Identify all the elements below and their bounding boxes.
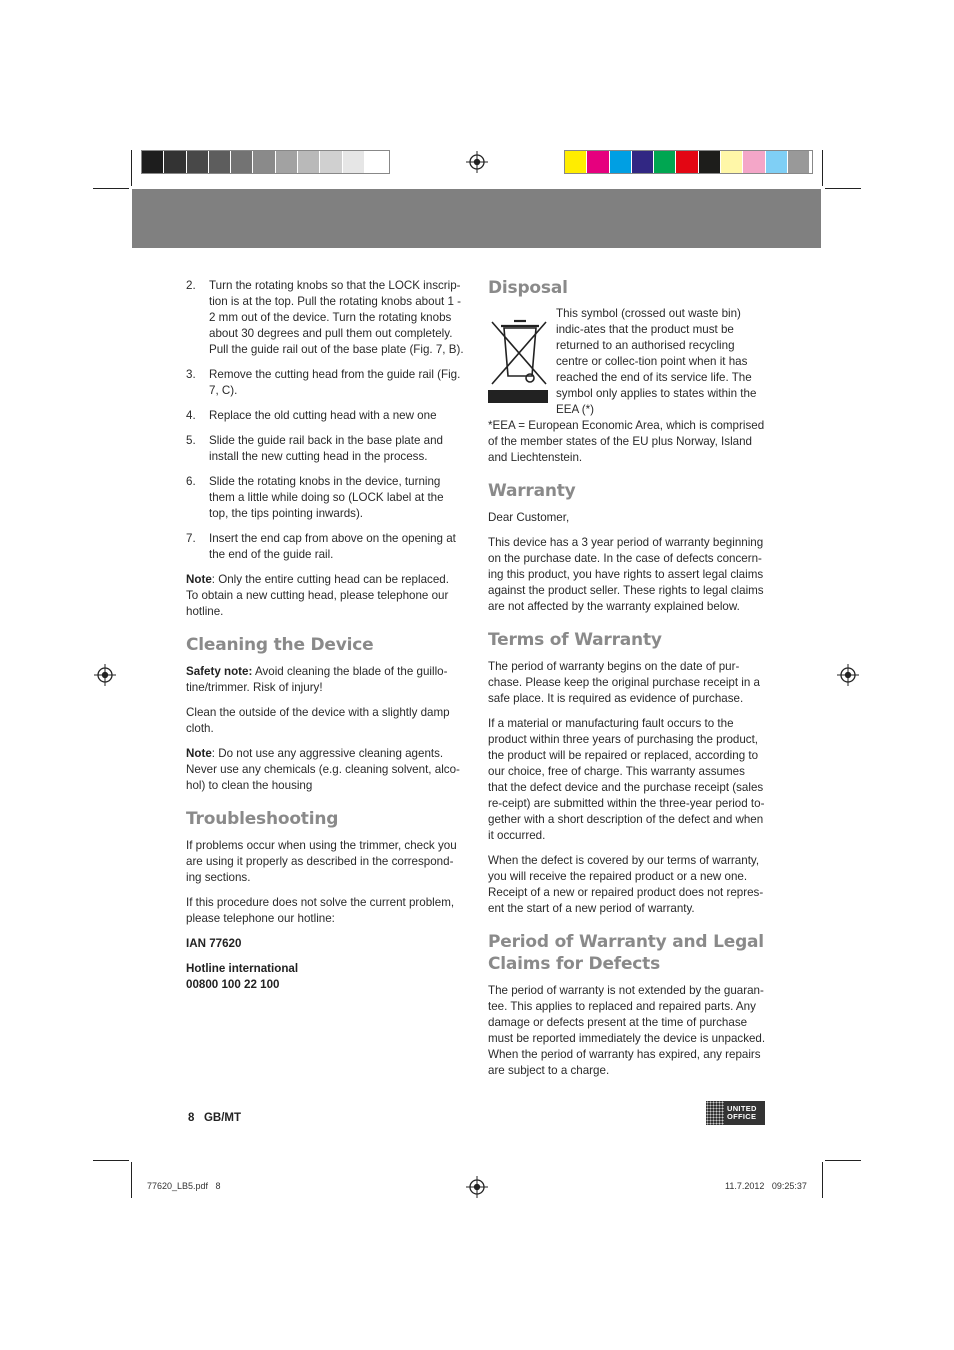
color-swatch <box>298 151 320 173</box>
step-text: Insert the end cap from above on the opening at the end of the guide rail. <box>209 532 456 561</box>
note-paragraph <box>186 572 464 620</box>
safety-paragraph <box>186 664 464 696</box>
step-number: 6. <box>186 475 196 488</box>
step-number: 2. <box>186 279 196 292</box>
registration-mark-icon <box>466 151 488 173</box>
united-office-logo <box>706 1101 765 1125</box>
color-swatch <box>164 151 186 173</box>
troubleshooting-paragraph: If problems occur when using the trimmer, check you are using it properly as described in the correspond-ing sections. <box>186 839 457 884</box>
file-info: 77620_LB5.pdf 8 <box>147 1181 221 1191</box>
terms-paragraph: When the defect is covered by our terms of warranty, you will receive the repaired product or a new one. Receipt of a new or repaired product does not repres-ent the start of a new period of warranty. <box>488 854 764 915</box>
crossed-out-wheelie-bin-icon <box>488 306 552 404</box>
color-swatch <box>766 151 788 173</box>
logo-dot-pattern <box>706 1101 724 1125</box>
crop-mark <box>131 150 132 186</box>
period-text: The period of warranty is not extended by the guaran-tee. This applies to replaced and repaired parts. Any damage or defects present at the time of purchase must be reported immediately the device is unpacked. When the period of warranty has expired, any repairs are subject to a charge. <box>488 984 766 1077</box>
color-swatch <box>365 151 387 173</box>
period-heading: Period of Warranty and Legal Claims for Defects <box>488 932 764 974</box>
step-number: 7. <box>186 532 196 545</box>
step-item <box>186 408 464 424</box>
crop-mark <box>825 188 861 189</box>
right-column <box>488 277 767 1088</box>
troubleshooting-paragraph: If this procedure does not solve the current problem, please telephone our hotline: <box>186 896 455 925</box>
step-number: 5. <box>186 434 196 447</box>
color-swatch <box>276 151 298 173</box>
crop-mark <box>825 1160 861 1161</box>
color-swatch <box>743 151 765 173</box>
ian-number: IAN 77620 <box>186 937 242 950</box>
warranty-text: This device has a 3 year period of warranty beginning on the purchase date. In the case of defects concern-ing this product, you have rights to assert legal claims against the product seller. These rights to legal claims are not affected by the warranty explained below. <box>488 536 764 613</box>
logo-line: UNITED <box>727 1104 757 1113</box>
color-swatch <box>587 151 609 173</box>
color-swatch <box>610 151 632 173</box>
step-text: Replace the old cutting head with a new one <box>209 409 437 422</box>
color-swatch <box>632 151 654 173</box>
crop-mark <box>131 1162 132 1198</box>
color-swatch <box>654 151 676 173</box>
crop-mark <box>93 188 129 189</box>
color-swatch <box>343 151 365 173</box>
step-number: 4. <box>186 409 196 422</box>
note-text: : Do not use any aggressive cleaning agents. Never use any chemicals (e.g. cleaning solvent, alco-hol) to clean the housing <box>186 747 460 792</box>
hotline-number: 00800 100 22 100 <box>186 978 280 991</box>
color-swatch <box>699 151 721 173</box>
registration-mark-icon <box>837 664 859 686</box>
note-text: : Only the entire cutting head can be replaced. To obtain a new cutting head, please telephone our hotline. <box>186 573 449 618</box>
color-swatch <box>231 151 253 173</box>
step-item <box>186 433 464 465</box>
step-item <box>186 278 464 358</box>
color-swatch <box>253 151 275 173</box>
color-swatch <box>187 151 209 173</box>
crop-mark <box>93 1160 129 1161</box>
step-text: Remove the cutting head from the guide rail (Fig. 7, C). <box>209 368 461 397</box>
clean-paragraph: Clean the outside of the device with a slightly damp cloth. <box>186 706 450 735</box>
hotline-label: Hotline international <box>186 962 299 975</box>
registration-mark-icon <box>466 1176 488 1198</box>
note-paragraph <box>186 746 464 794</box>
step-item <box>186 474 464 522</box>
crop-mark <box>822 150 823 186</box>
greeting: Dear Customer, <box>488 511 570 524</box>
page-number: 8 GB/MT <box>188 1112 242 1124</box>
left-column <box>186 278 464 993</box>
color-swatch <box>788 151 810 173</box>
step-text: Turn the rotating knobs so that the LOCK inscrip-tion is at the top. Pull the rotating knobs about 1 - 2 mm out of the device. Turn the rotating knobs about 30 degrees and pull them out completely. Pull the guide rail out of the base plate (Fig. 7, B). <box>209 279 464 356</box>
disposal-heading: Disposal <box>488 278 568 298</box>
print-timestamp: 11.7.2012 09:25:37 <box>725 1181 807 1191</box>
color-swatch <box>676 151 698 173</box>
disposal-block <box>488 306 767 418</box>
grayscale-calibration-bar <box>141 150 390 174</box>
disposal-text: This symbol (crossed out waste bin) indic-ates that the product must be returned to an authorised recycling centre or collec-tion point when it has reached the end of its service life. The symbol only applies to states within the EEA (*) <box>556 307 757 416</box>
color-swatch <box>209 151 231 173</box>
troubleshooting-heading: Troubleshooting <box>186 809 339 829</box>
logo-text <box>724 1105 757 1121</box>
registration-mark-icon <box>94 664 116 686</box>
cleaning-heading: Cleaning the Device <box>186 635 374 655</box>
header-band <box>132 189 821 248</box>
color-swatch <box>142 151 164 173</box>
safety-label: Safety note: <box>186 665 253 678</box>
note-label: Note <box>186 747 212 760</box>
warranty-heading: Warranty <box>488 481 576 501</box>
safety-text: Avoid cleaning the blade of the guillo-tine/trimmer. Risk of injury! <box>186 665 448 694</box>
step-text: Slide the rotating knobs in the device, turning them a little while doing so (LOCK label at the top, the tips pointing inwards). <box>209 475 444 520</box>
instruction-steps <box>186 278 464 563</box>
step-number: 3. <box>186 368 196 381</box>
terms-heading: Terms of Warranty <box>488 630 662 650</box>
color-swatch <box>721 151 743 173</box>
color-swatch <box>565 151 587 173</box>
eea-text: *EEA = European Economic Area, which is comprised of the member states of the EU plus Norway, Island and Liechtenstein. <box>488 419 765 464</box>
crop-mark <box>822 1162 823 1198</box>
logo-line: OFFICE <box>727 1112 757 1121</box>
step-item <box>186 367 464 399</box>
step-text: Slide the guide rail back in the base plate and install the new cutting head in the process. <box>209 434 443 463</box>
terms-paragraph: If a material or manufacturing fault occurs to the product within three years of purchasing the product, the product will be repaired or replaced, according to our choice, free of charge. This warranty assumes that the defect device and the purchase receipt (sales re-ceipt) are submitted within the three-year period to-gether with a short description of the defect and when it occurred. <box>488 717 765 842</box>
step-item <box>186 531 464 563</box>
color-swatch <box>320 151 342 173</box>
note-label: Note <box>186 573 212 586</box>
terms-paragraph: The period of warranty begins on the date of pur-chase. Please keep the original purchase receipt in a safe place. It is required as evidence of purchase. <box>488 660 760 705</box>
color-calibration-bar <box>564 150 813 174</box>
